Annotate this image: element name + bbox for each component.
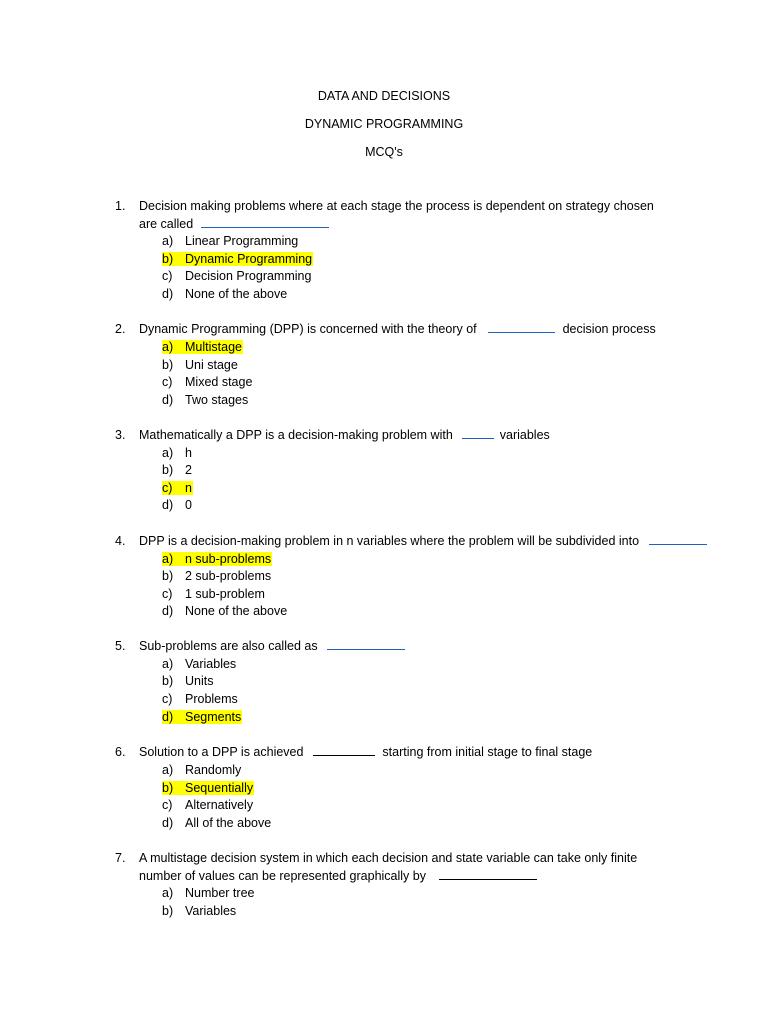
option-highlighted: c) n xyxy=(162,481,192,495)
question-number: 1. xyxy=(115,199,126,213)
option: d) None of the above xyxy=(162,287,288,301)
question-text: number of values can be represented graphically by xyxy=(139,869,426,883)
answer-blank xyxy=(462,427,494,439)
option: a) Randomly xyxy=(162,763,242,777)
answer-blank xyxy=(488,321,555,333)
question-text: DPP is a decision-making problem in n variables where the problem will be subdivided into xyxy=(139,534,640,548)
answer-blank xyxy=(439,868,537,880)
answer-blank xyxy=(327,638,405,650)
option: d) All of the above xyxy=(162,816,272,830)
question-number: 3. xyxy=(115,428,126,442)
option: a) Linear Programming xyxy=(162,234,299,248)
question-text: Mathematically a DPP is a decision-making problem with xyxy=(139,428,453,442)
answer-blank xyxy=(201,216,329,228)
question-text: starting from initial stage to final stage xyxy=(382,745,593,759)
question-number: 6. xyxy=(115,745,126,759)
question-text: variables xyxy=(499,428,550,442)
option: c) Problems xyxy=(162,692,238,706)
option: c) Mixed stage xyxy=(162,375,253,389)
option-highlighted: d) Segments xyxy=(162,710,242,724)
option: c) Decision Programming xyxy=(162,269,312,283)
option: a) h xyxy=(162,446,192,460)
option-highlighted: a) Multistage xyxy=(162,340,242,354)
document-subtitle: DYNAMIC PROGRAMMING xyxy=(304,117,464,131)
question-text: Solution to a DPP is achieved xyxy=(139,745,304,759)
option-highlighted: b) Sequentially xyxy=(162,781,254,795)
document-section-label: MCQ's xyxy=(365,145,403,159)
question-text: Dynamic Programming (DPP) is concerned with the theory of xyxy=(139,322,477,336)
option: d) Two stages xyxy=(162,393,249,407)
option-highlighted: b) Dynamic Programming xyxy=(162,252,313,266)
answer-blank xyxy=(649,533,707,545)
option: b) Variables xyxy=(162,904,237,918)
document-title: DATA AND DECISIONS xyxy=(317,89,451,103)
option: b) Uni stage xyxy=(162,358,238,372)
question-text: A multistage decision system in which each decision and state variable can take only finite xyxy=(139,851,638,865)
option: c) Alternatively xyxy=(162,798,254,812)
option: d) 0 xyxy=(162,498,192,512)
option: a) Number tree xyxy=(162,886,255,900)
option: c) 1 sub-problem xyxy=(162,587,265,601)
question-text: are called xyxy=(139,217,194,231)
option: b) Units xyxy=(162,674,214,688)
question-number: 4. xyxy=(115,534,126,548)
question-text: decision process xyxy=(562,322,656,336)
question-number: 2. xyxy=(115,322,126,336)
question-number: 5. xyxy=(115,639,126,653)
question-text: Sub-problems are also called as xyxy=(139,639,318,653)
option: d) None of the above xyxy=(162,604,288,618)
answer-blank xyxy=(313,744,375,756)
option-highlighted: a) n sub-problems xyxy=(162,552,272,566)
question-text: Decision making problems where at each stage the process is dependent on strategy chosen xyxy=(139,199,654,213)
question-number: 7. xyxy=(115,851,126,865)
option: a) Variables xyxy=(162,657,237,671)
option: b) 2 xyxy=(162,463,192,477)
option: b) 2 sub-problems xyxy=(162,569,272,583)
